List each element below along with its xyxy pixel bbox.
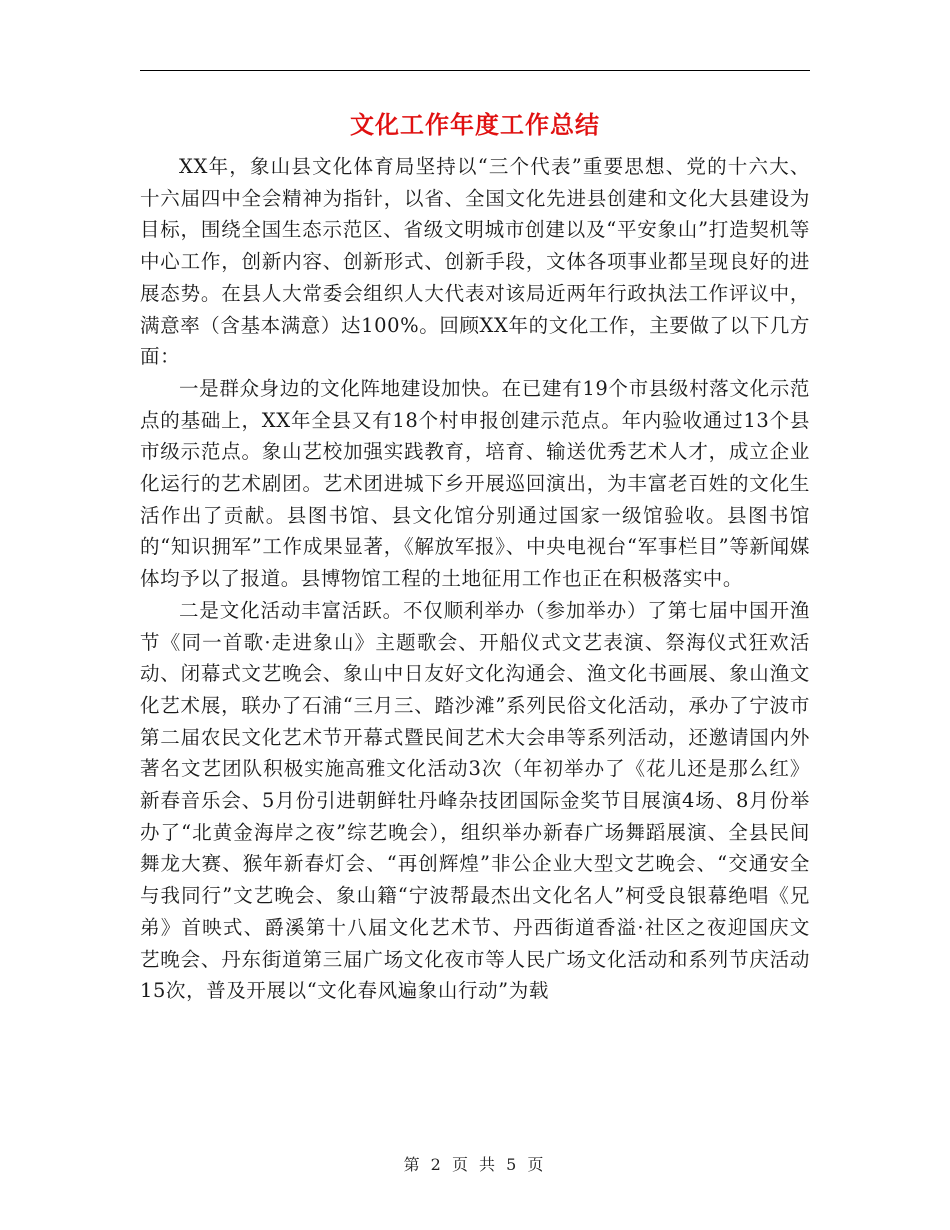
paragraph-intro: XX年，象山县文化体育局坚持以“三个代表”重要思想、党的十六大、十六届四中全会精神为指针，以省、全国文化先进县创建和文化大县建设为目标，围绕全国生态示范区、省级文明城市创建以及“平安象山”打造契机等中心工作，创新内容、创新形式、创新手段，文体各项事业都呈现良好的进展态势。在县人大常委会组织人大代表对该局近两年行政执法工作评议中，满意率（含基本满意）达100%。回顾XX年的文化工作，主要做了以下几方面：: [140, 155, 811, 369]
document-title: 文化工作年度工作总结: [350, 110, 600, 139]
header-rule: [140, 70, 810, 71]
page-number-footer: 第 2 页 共 5 页: [403, 1155, 547, 1174]
paragraph-cultural-activities: 二是文化活动丰富活跃。不仅顺利举办（参加举办）了第七届中国开渔节《同一首歌·走进象山》主题歌会、开船仪式文艺表演、祭海仪式狂欢活动、闭幕式文艺晚会、象山中日友好文化沟通会、渔文化书画展、象山渔文化艺术展，联办了石浦“三月三、踏沙滩”系列民俗文化活动，承办了宁波市第二届农民文化艺术节开幕式暨民间艺术大会串等系列活动，还邀请国内外著名文艺团队积极实施高雅文化活动3次（年初举办了《花儿还是那么红》新春音乐会、5月份引进朝鲜牡丹峰杂技团国际金奖节目展演4场、8月份举办了“北黄金海岸之夜”综艺晚会），组织举办新春广场舞蹈展演、全县民间舞龙大赛、猴年新春灯会、“再创辉煌”非公企业大型文艺晚会、“交通安全与我同行”文艺晚会、象山籍“宁波帮最杰出文化名人”柯受良银幕绝唱《兄弟》首映式、爵溪第十八届文化艺术节、丹西街道香溢·社区之夜迎国庆文艺晚会、丹东街道第三届广场文化夜市等人民广场文化活动和系列节庆活动15次，普及开展以“文化春风遍象山行动”为载: [140, 598, 810, 1003]
document-body: [140, 151, 810, 1007]
paragraph-cultural-venues: 一是群众身边的文化阵地建设加快。在已建有19个市县级村落文化示范点的基础上，XX年全县又有18个村申报创建示范点。年内验收通过13个县市级示范点。象山艺校加强实践教育，培育、输送优秀艺术人才，成立企业化运行的艺术剧团。艺术团进城下乡开展巡回演出，为丰富老百姓的文化生活作出了贡献。县图书馆、县文化馆分别通过国家一级馆验收。县图书馆的“知识拥军”工作成果显著，《解放军报》、中央电视台“军事栏目”等新闻媒体均予以了报道。县博物馆工程的土地征用工作也正在积极落实中。: [140, 376, 810, 591]
